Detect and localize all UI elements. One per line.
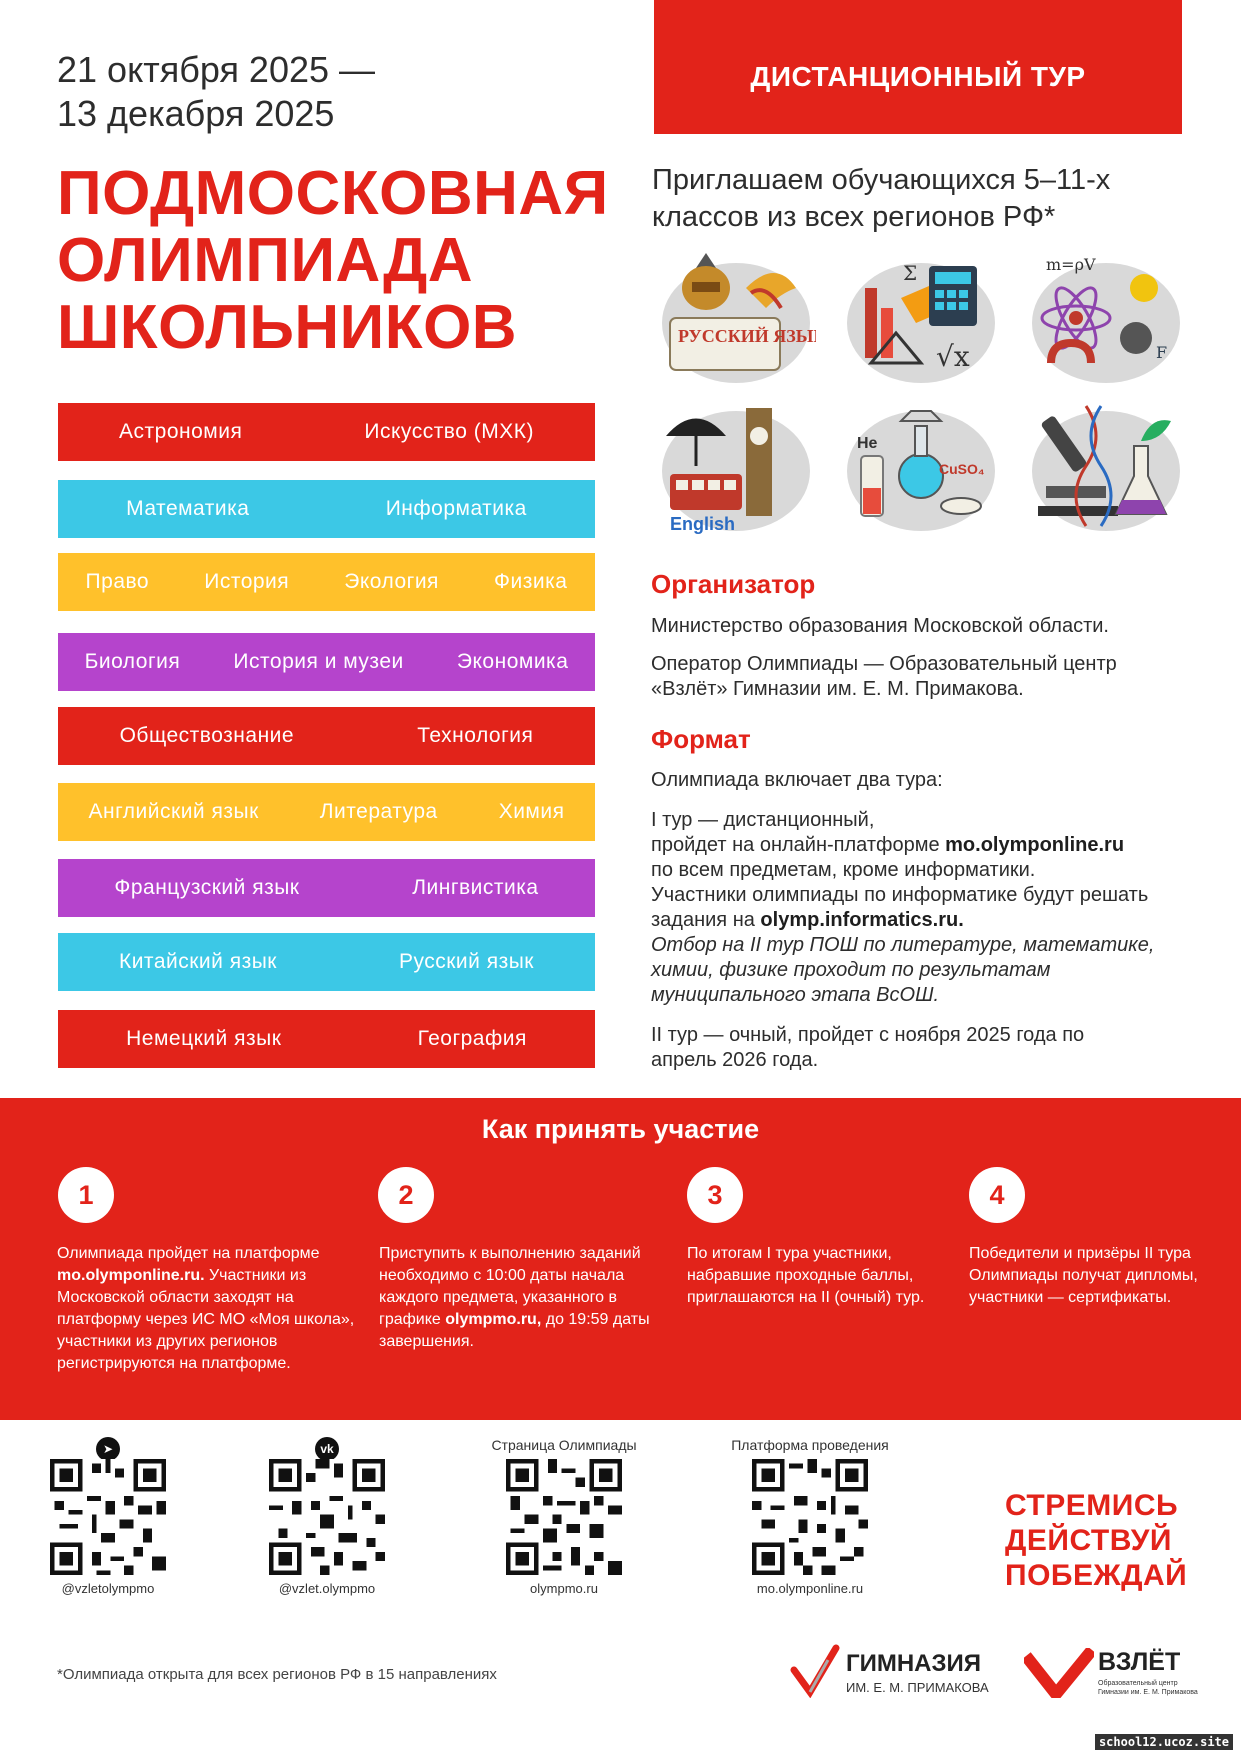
qr-caption: mo.olymponline.ru	[756, 1581, 864, 1596]
step-1-number: 1	[58, 1167, 114, 1223]
step-1-text	[57, 1243, 357, 1375]
russian-language-icon	[656, 248, 816, 388]
step-2-number: 2	[378, 1167, 434, 1223]
step-2-link[interactable]: olympmo.ru,	[445, 1311, 542, 1328]
selection-note-text: Отбор на II тур ПОШ по литературе, математике, химии, физике проходит по результатам муниципального этапа ВсОШ.	[651, 934, 1155, 1006]
vzlet-name: ВЗЛЁТ	[1098, 1648, 1181, 1676]
subject-row-9	[58, 1010, 595, 1068]
vzlet-logo-mark	[1024, 1648, 1094, 1698]
subject-label: Обществознание	[119, 724, 295, 747]
subject-label: История и музеи	[233, 650, 404, 673]
qr-olympiad-page[interactable]	[489, 1437, 639, 1596]
slogan-line-2: ДЕЙСТВУЙ	[1005, 1524, 1172, 1557]
tour-1-description	[651, 808, 1201, 1008]
subject-label: Биология	[84, 650, 181, 673]
format-intro: Олимпиада включает два тура:	[651, 769, 943, 791]
gymnasium-logo-mark	[790, 1644, 840, 1698]
english-language-icon	[656, 396, 816, 536]
subject-row-5	[58, 707, 595, 765]
subject-label: Французский язык	[114, 876, 300, 899]
format-heading: Формат	[651, 724, 751, 754]
step-3-number: 3	[687, 1167, 743, 1223]
olymponline-link[interactable]: mo.olymponline.ru	[945, 834, 1125, 856]
organizer-text: Министерство образования Московской области.	[651, 615, 1109, 637]
subject-row-2	[58, 480, 595, 538]
telegram-icon: ➤	[96, 1437, 120, 1461]
tour-1-line-b	[651, 833, 1201, 858]
subject-label: Искусство (МХК)	[364, 420, 534, 443]
step-3-text: По итогам I тура участники, набравшие проходные баллы, приглашаются на II (очный) тур.	[687, 1245, 925, 1306]
qr-top-label: Страница Олимпиады	[491, 1437, 637, 1453]
subject-label: Экология	[344, 570, 439, 593]
informatics-link[interactable]: olymp.informatics.ru.	[760, 909, 964, 931]
qr-code	[269, 1459, 385, 1575]
subject-illustrations	[656, 248, 1186, 534]
qr-top-spacer	[33, 1437, 183, 1459]
sigma-text: Σ	[903, 261, 918, 285]
dates	[57, 48, 375, 136]
qr-telegram[interactable]	[33, 1437, 183, 1596]
subject-label: Лингвистика	[412, 876, 539, 899]
title-line-1: ПОДМОСКОВНАЯ	[57, 159, 609, 228]
russian-icon-text: РУССКИЙ ЯЗЫК	[678, 326, 816, 346]
vzlet-logo	[1024, 1648, 1204, 1700]
subject-label: История	[204, 570, 290, 593]
subject-label: Математика	[126, 497, 250, 520]
informatics-text: Участники олимпиады по информатике будут решать задания на	[651, 884, 1149, 931]
tour-1-line-a: I тур — дистанционный,	[651, 809, 875, 831]
subject-row-4	[58, 633, 595, 691]
qr-platform[interactable]	[725, 1437, 895, 1596]
tour-1-platform-text: пройдет на онлайн-платформе	[651, 834, 946, 856]
operator-text: Оператор Олимпиады — Образовательный центр «Взлёт» Гимназии им. Е. М. Примакова.	[651, 653, 1117, 700]
chemistry-icon	[841, 396, 1001, 536]
copper-sulfate-text: CuSO₄	[939, 461, 985, 477]
how-to-participate-title: Как принять участие	[481, 1114, 760, 1144]
qr-code	[752, 1459, 868, 1575]
vzlet-subtitle-2: Гимназии им. Е. М. Примакова	[1098, 1689, 1198, 1696]
slogan	[1005, 1488, 1187, 1593]
subject-label: Технология	[417, 724, 534, 747]
step-2-text	[379, 1243, 654, 1353]
qr-top-label: Платформа проведения	[731, 1437, 889, 1453]
vk-icon: vk	[315, 1437, 339, 1461]
dates-line-1: 21 октября 2025 —	[57, 49, 376, 90]
subject-label: Физика	[494, 570, 568, 593]
subject-label: Право	[85, 570, 150, 593]
sqrt-text: √x	[936, 340, 970, 373]
subject-label: Английский язык	[88, 800, 259, 823]
subject-label: Китайский язык	[118, 950, 277, 973]
formula-text: m=ρV	[1046, 255, 1096, 274]
footnote: *Олимпиада открыта для всех регионов РФ в 15 направлениях	[57, 1666, 497, 1683]
subject-row-6	[58, 783, 595, 841]
subject-label: Литература	[319, 800, 438, 823]
vzlet-subtitle-1: Образовательный центр	[1098, 1680, 1178, 1687]
step-2-pre: Приступить к выполнению заданий необходимо с 10:00 даты начала каждого предмета, указанного в графике	[379, 1245, 641, 1328]
biology-icon	[1026, 396, 1186, 536]
qr-caption: @vzlet.olympmo	[278, 1581, 376, 1596]
step-1-post: Участники из Московской области заходят на платформу через ИС МО «Моя школа», участники из других регионов регистрируются на платформе.	[57, 1267, 355, 1372]
gymnasium-subtitle: ИМ. Е. М. ПРИМАКОВА	[846, 1680, 989, 1695]
qr-caption: @vzletolympmo	[61, 1581, 155, 1596]
qr-code	[50, 1459, 166, 1575]
step-4-number: 4	[969, 1167, 1025, 1223]
gymnasium-logo	[790, 1644, 1000, 1698]
subject-label: Астрономия	[119, 420, 243, 443]
physics-icon	[1026, 248, 1186, 388]
english-icon-text: English	[670, 514, 736, 534]
slogan-line-1: СТРЕМИСЬ	[1005, 1489, 1179, 1522]
tour-banner: ДИСТАНЦИОННЫЙ ТУР	[654, 0, 1182, 134]
tour-1-line-d	[651, 883, 1201, 933]
subject-row-3	[58, 553, 595, 611]
subject-label: Немецкий язык	[126, 1027, 282, 1050]
olympiad-title	[57, 160, 609, 361]
subject-row-7	[58, 859, 595, 917]
dates-line-2: 13 декабря 2025	[57, 93, 335, 134]
tour-1-line-c: по всем предметам, кроме информатики.	[651, 859, 1036, 881]
force-text: F	[1156, 343, 1168, 362]
qr-vk[interactable]	[252, 1437, 402, 1596]
slogan-line-3: ПОБЕЖДАЙ	[1005, 1559, 1188, 1592]
qr-code	[506, 1459, 622, 1575]
helium-text: He	[857, 435, 878, 452]
title-line-2: ОЛИМПИАДА	[57, 226, 474, 295]
math-icon	[841, 248, 1001, 388]
subject-label: География	[417, 1027, 527, 1050]
organizer-heading: Организатор	[651, 569, 816, 599]
gymnasium-name: ГИМНАЗИЯ	[846, 1650, 982, 1677]
invite-text: Приглашаем обучающихся 5–11-х классов из всех регионов РФ*	[652, 164, 1111, 233]
subject-label: Химия	[498, 800, 565, 823]
tour-2-description: II тур — очный, пройдет с ноября 2025 года по апрель 2026 года.	[651, 1024, 1085, 1071]
step-1-link[interactable]: mo.olymponline.ru.	[57, 1267, 205, 1284]
qr-top-spacer	[252, 1437, 402, 1459]
subject-row-8	[58, 933, 595, 991]
qr-caption: olympmo.ru	[530, 1581, 598, 1596]
step-2-post: до 19:59 даты завершения.	[379, 1311, 650, 1350]
title-line-3: ШКОЛЬНИКОВ	[57, 293, 518, 362]
site-watermark: school12.ucoz.site	[1095, 1734, 1233, 1750]
step-4-text: Победители и призёры II тура Олимпиады получат дипломы, участники — сертификаты.	[969, 1245, 1198, 1306]
step-1-pre: Олимпиада пройдет на платформе	[57, 1245, 320, 1262]
subject-row-1	[58, 403, 595, 461]
subject-label: Экономика	[456, 650, 569, 673]
subject-label: Русский язык	[398, 950, 534, 973]
subject-label: Информатика	[385, 497, 527, 520]
tour-1-selection-note	[651, 933, 1201, 1008]
